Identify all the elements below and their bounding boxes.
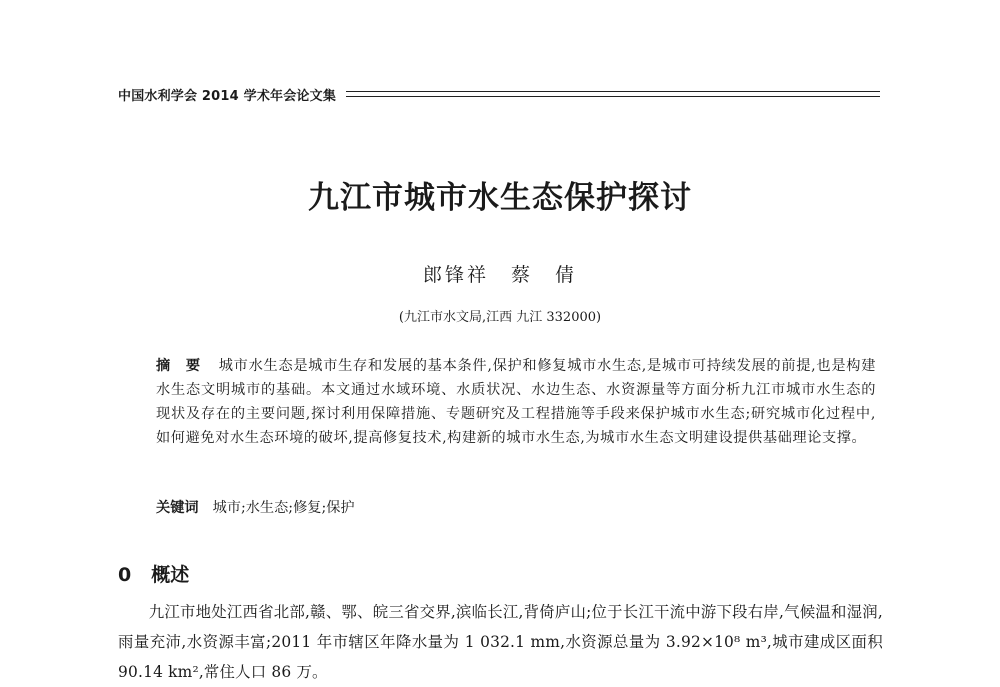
section-paragraph: 九江市地处江西省北部,赣、鄂、皖三省交界,滨临长江,背倚庐山;位于长江干流中游下段右岸,气候温和湿润,雨量充沛,水资源丰富;2011 年市辖区年降水量为 1 032.1 mm,水资源总量为 3.92×10⁸ m³,城市建成区面积 90.14 km²,常住人口 86 万。 <box>118 603 883 681</box>
abstract-block <box>156 354 876 450</box>
paper-authors: 郎锋祥 蔡 倩 <box>422 264 577 286</box>
section-title: 概述 <box>151 564 190 586</box>
paper-affiliation: (九江市水文局,江西 九江 332000) <box>398 310 602 325</box>
keywords-text: 城市;水生态;修复;保护 <box>212 500 355 516</box>
header-double-rule <box>346 91 880 97</box>
section-heading <box>118 560 189 587</box>
paper-title: 九江市城市水生态保护探讨 <box>308 180 692 216</box>
keywords-block <box>156 496 876 520</box>
keywords-label: 关键词 <box>156 500 199 516</box>
abstract-text: 城市水生态是城市生存和发展的基本条件,保护和修复城市水生态,是城市可持续发展的前提,也是构建水生态文明城市的基础。本文通过水域环境、水质状况、水边生态、水资源量等方面分析九江市城市水生态的现状及存在的主要问题,探讨利用保障措施、专题研究及工程措施等手段来保护城市水生态;研究城市化过程中,如何避免对水生态环境的破坏,提高修复技术,构建新的城市水生态,为城市水生态文明建设提供基础理论支撑。 <box>156 358 876 446</box>
running-header <box>118 84 880 104</box>
section-number: 0 <box>118 564 132 586</box>
running-title: 中国水利学会 2014 学术年会论文集 <box>118 88 337 104</box>
abstract-label: 摘 要 <box>156 358 201 374</box>
